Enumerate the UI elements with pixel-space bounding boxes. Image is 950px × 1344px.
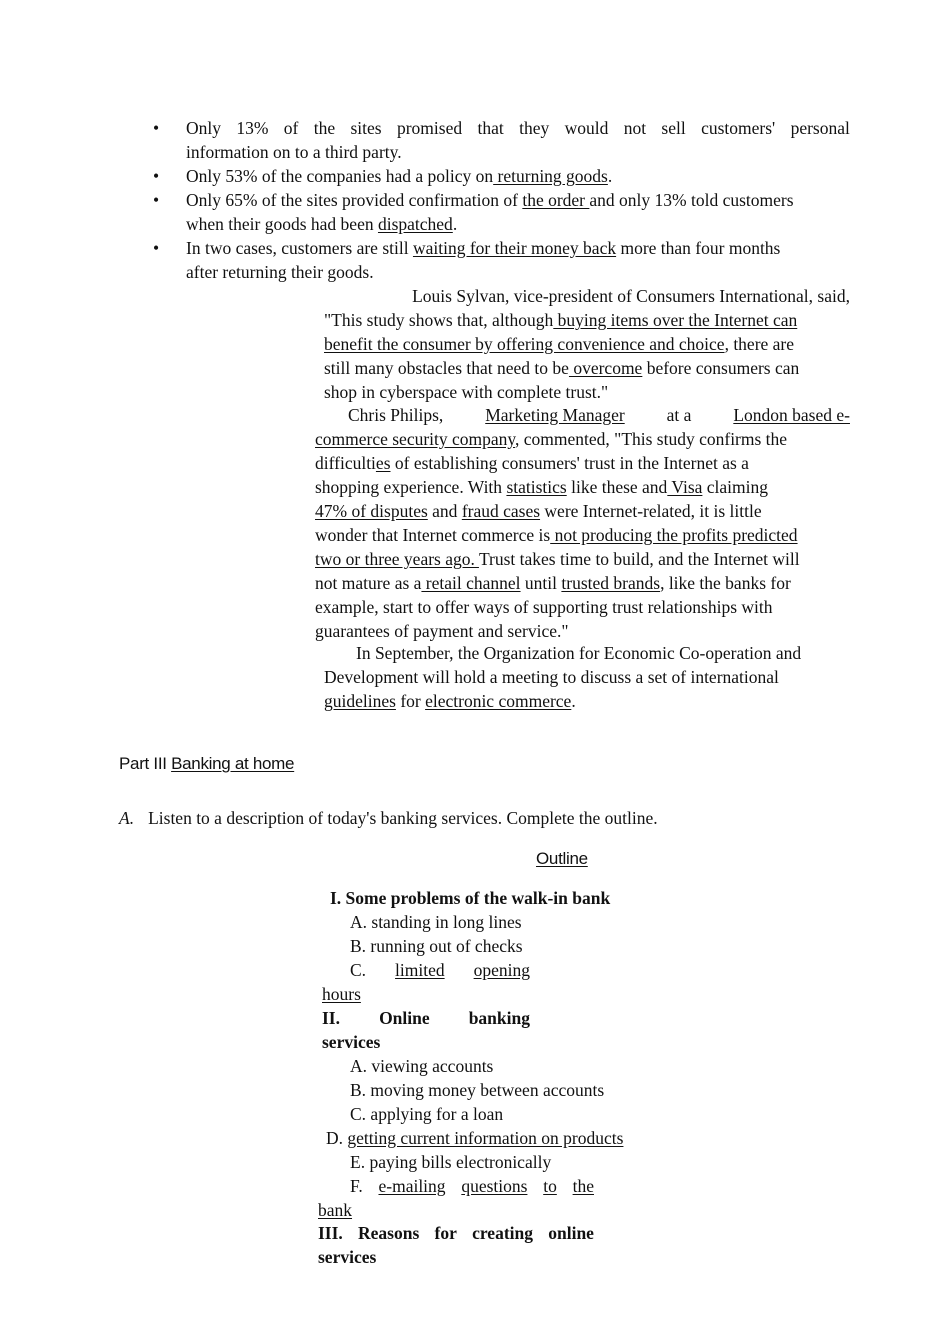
word: would bbox=[564, 118, 609, 138]
bullet-marker: • bbox=[153, 118, 160, 138]
item-letter: F. bbox=[350, 1176, 363, 1196]
text: . bbox=[452, 214, 458, 234]
word: not bbox=[623, 118, 647, 138]
bullet-3-line-1 bbox=[186, 188, 850, 212]
text: Chris Philips, bbox=[348, 405, 444, 425]
underlined-term: two or three years ago. bbox=[315, 549, 479, 569]
answer-text: getting current information on products bbox=[347, 1128, 624, 1148]
bullet-4-line-2: after returning their goods. bbox=[186, 262, 374, 282]
para3-line-1: In September, the Organization for Economic Co-operation and bbox=[356, 643, 802, 663]
text: , like the banks for bbox=[660, 573, 791, 593]
section-numeral: III. bbox=[318, 1223, 343, 1243]
text: wonder that Internet commerce is bbox=[315, 525, 551, 545]
text: like these and bbox=[566, 477, 668, 497]
underlined-term: benefit the consumer by offering convenience and choice bbox=[324, 334, 725, 354]
bullet-2 bbox=[186, 164, 612, 188]
word: for bbox=[434, 1223, 457, 1243]
underlined-term: Visa bbox=[667, 477, 703, 497]
underlined-term: not producing the profits predicted bbox=[550, 525, 798, 545]
bullet-1-line-1 bbox=[186, 116, 850, 140]
item-letter: D. bbox=[326, 1128, 348, 1148]
item-letter: C. bbox=[350, 960, 367, 980]
text: difficulti bbox=[315, 453, 376, 473]
outline-item: A. standing in long lines bbox=[350, 912, 522, 932]
answer-word: the bbox=[572, 1176, 594, 1196]
outline-item: E. paying bills electronically bbox=[350, 1152, 552, 1172]
para2-line-7 bbox=[315, 547, 800, 571]
text: and only 13% told customers bbox=[589, 190, 794, 210]
answer-word: limited bbox=[395, 960, 445, 980]
word: 13% bbox=[236, 118, 269, 138]
text: at a bbox=[666, 405, 692, 425]
outline-item: B. moving money between accounts bbox=[350, 1080, 605, 1100]
task-letter: A. bbox=[119, 808, 135, 828]
outline-item: B. running out of checks bbox=[350, 936, 523, 956]
underlined-term: returning goods bbox=[493, 166, 608, 186]
text: , commented, "This study confirms the bbox=[515, 429, 788, 449]
word: they bbox=[519, 118, 550, 138]
text: Only 65% of the sites provided confirmation of bbox=[186, 190, 523, 210]
underlined-term: London based e- bbox=[733, 405, 850, 425]
underlined-term: overcome bbox=[568, 358, 643, 378]
word: online bbox=[548, 1223, 594, 1243]
text: of establishing consumers' trust in the Internet as a bbox=[390, 453, 749, 473]
text: before consumers can bbox=[642, 358, 800, 378]
para3-line-3 bbox=[324, 689, 576, 713]
para2-line-1 bbox=[348, 403, 850, 427]
para3-line-2: Development will hold a meeting to discuss a set of international bbox=[324, 667, 779, 687]
para2-line-3 bbox=[315, 451, 749, 475]
text: . bbox=[571, 691, 576, 711]
text: In two cases, customers are still bbox=[186, 238, 413, 258]
underlined-term: Marketing Manager bbox=[485, 405, 625, 425]
outline-section-2-cont: services bbox=[322, 1032, 381, 1052]
text: , there are bbox=[724, 334, 795, 354]
answer-word: to bbox=[543, 1176, 557, 1196]
para1-line-2 bbox=[324, 308, 797, 332]
text: claiming bbox=[702, 477, 769, 497]
word: customers' bbox=[701, 118, 776, 138]
answer-word: e-mailing bbox=[378, 1176, 446, 1196]
underlined-term: 47% of disputes bbox=[315, 501, 428, 521]
word: Only bbox=[186, 118, 221, 138]
word: sell bbox=[661, 118, 686, 138]
text: "This study shows that, although bbox=[324, 310, 554, 330]
text: for bbox=[395, 691, 426, 711]
bullet-4-line-1 bbox=[186, 236, 850, 260]
text: not mature as a bbox=[315, 573, 422, 593]
underlined-term: fraud cases bbox=[461, 501, 541, 521]
para2-line-10: guarantees of payment and service." bbox=[315, 621, 569, 641]
para2-line-6 bbox=[315, 523, 798, 547]
para2-line-5 bbox=[315, 499, 762, 523]
underlined-term: statistics bbox=[506, 477, 567, 497]
word: Reasons bbox=[358, 1223, 420, 1243]
word: promised bbox=[396, 118, 463, 138]
bullet-3-line-2 bbox=[186, 212, 457, 236]
bullet-marker: • bbox=[153, 166, 160, 186]
para2-line-4 bbox=[315, 475, 768, 499]
underlined-term: buying items over the Internet can bbox=[553, 310, 798, 330]
para1-line-3 bbox=[324, 332, 794, 356]
outline-item-answer bbox=[326, 1126, 623, 1150]
text: until bbox=[520, 573, 562, 593]
outline-section-3-cont: services bbox=[318, 1247, 377, 1267]
text: were Internet-related, it is little bbox=[540, 501, 762, 521]
text: more than four months bbox=[616, 238, 781, 258]
para1-line-4 bbox=[324, 356, 799, 380]
word: that bbox=[477, 118, 504, 138]
word: of bbox=[283, 118, 299, 138]
underlined-term: es bbox=[375, 453, 391, 473]
underlined-term: retail channel bbox=[421, 573, 521, 593]
outline-section-3 bbox=[318, 1221, 594, 1245]
text: Only 53% of the companies had a policy on bbox=[186, 166, 494, 186]
para2-line-8 bbox=[315, 571, 791, 595]
outline-section-2 bbox=[322, 1006, 530, 1030]
section-heading bbox=[119, 752, 294, 776]
text: Trust takes time to build, and the Internet will bbox=[478, 549, 800, 569]
outline-item: A. viewing accounts bbox=[350, 1056, 494, 1076]
underlined-term: waiting for their money back bbox=[412, 238, 617, 258]
outline-title: Outline bbox=[536, 849, 588, 868]
outline-item: C. applying for a loan bbox=[350, 1104, 504, 1124]
word: Online bbox=[379, 1008, 430, 1028]
task-instruction: Listen to a description of today's banking services. Complete the outline. bbox=[148, 808, 658, 828]
answer-word: questions bbox=[461, 1176, 528, 1196]
word: banking bbox=[468, 1008, 530, 1028]
answer-word: bank bbox=[318, 1200, 353, 1220]
underlined-term: commerce security company bbox=[315, 429, 516, 449]
outline-item-answer bbox=[350, 1174, 594, 1198]
section-number: Part III bbox=[119, 754, 172, 773]
underlined-term: the order bbox=[522, 190, 590, 210]
text: when their goods had been bbox=[186, 214, 378, 234]
word: creating bbox=[472, 1223, 534, 1243]
answer-word: opening bbox=[473, 960, 530, 980]
para2-line-9: example, start to offer ways of supporting trust relationships with bbox=[315, 597, 773, 617]
word: personal bbox=[790, 118, 850, 138]
underlined-term: guidelines bbox=[324, 691, 396, 711]
task-a bbox=[119, 806, 658, 830]
para2-line-2 bbox=[315, 427, 787, 451]
para1-line-1: Louis Sylvan, vice-president of Consumers International, said, bbox=[412, 286, 850, 306]
outline-section-1: I. Some problems of the walk-in bank bbox=[330, 888, 611, 908]
underlined-term: dispatched bbox=[377, 214, 453, 234]
section-title: Banking at home bbox=[171, 754, 295, 773]
text: still many obstacles that need to be bbox=[324, 358, 569, 378]
para1-line-5: shop in cyberspace with complete trust." bbox=[324, 382, 609, 402]
word: the bbox=[313, 118, 336, 138]
bullet-marker: • bbox=[153, 238, 160, 258]
answer-word: hours bbox=[322, 984, 361, 1004]
text: and bbox=[427, 501, 462, 521]
underlined-term: electronic commerce bbox=[425, 691, 572, 711]
word: sites bbox=[350, 118, 382, 138]
text: . bbox=[607, 166, 613, 186]
bullet-1-line-2: information on to a third party. bbox=[186, 142, 402, 162]
section-numeral: II. bbox=[322, 1008, 340, 1028]
bullet-marker: • bbox=[153, 190, 160, 210]
outline-item-answer bbox=[350, 958, 530, 982]
text: shopping experience. With bbox=[315, 477, 507, 497]
underlined-term: trusted brands bbox=[561, 573, 661, 593]
